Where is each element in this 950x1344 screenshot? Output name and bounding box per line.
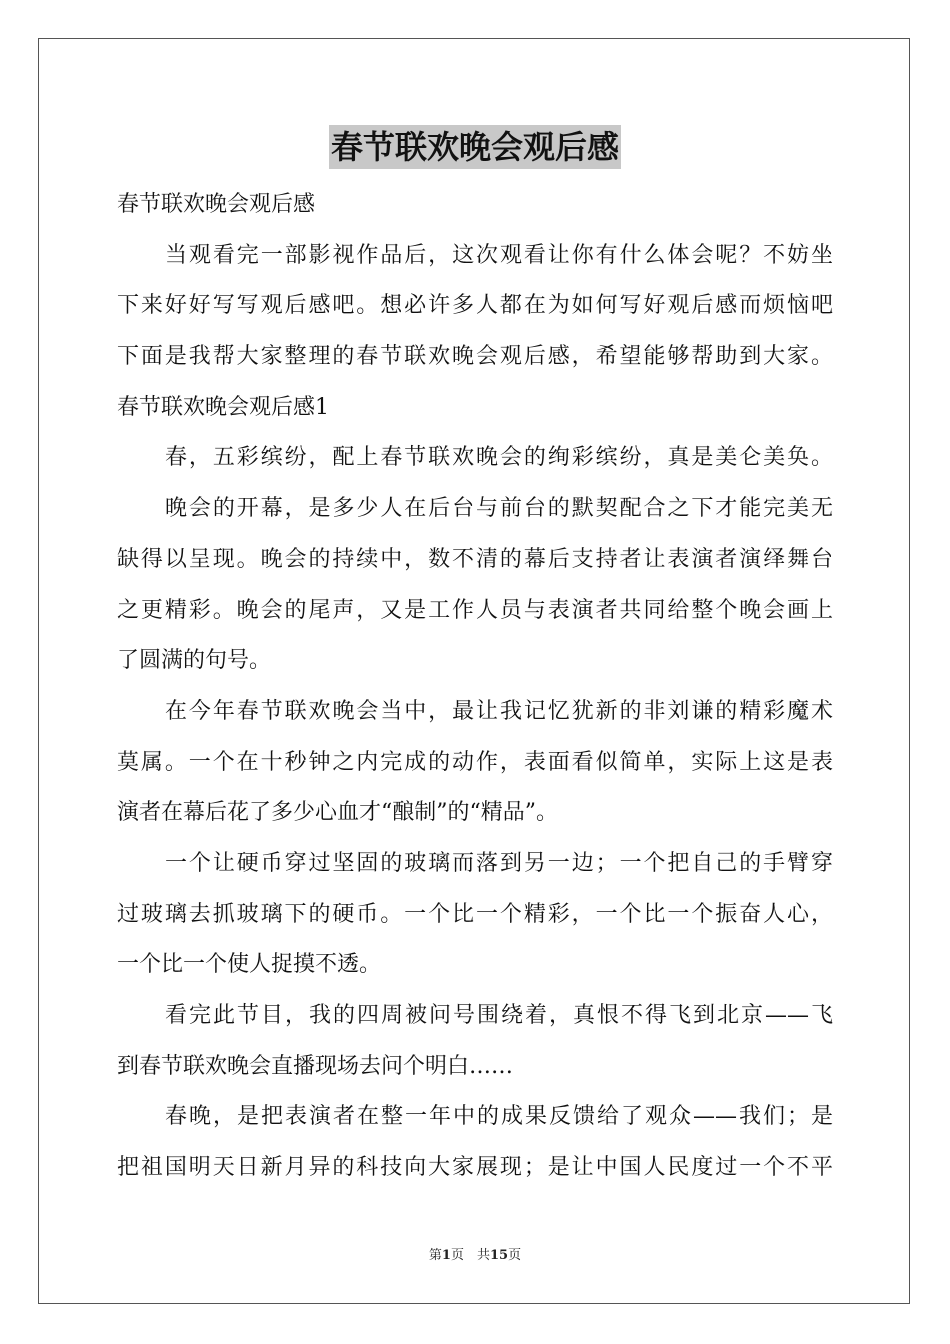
footer-suffix: 页 xyxy=(508,1248,522,1263)
document-title: 春节联欢晚会观后感 xyxy=(329,125,621,169)
text-line: 一个比一个使人捉摸不透。 xyxy=(117,952,382,978)
text-line: 之更精彩。晚会的尾声，又是工作人员与表演者共同给整个晚会画上 xyxy=(117,597,833,623)
section-heading: 春节联欢晚会观后感1 xyxy=(117,394,329,420)
footer-mid: 页 共 xyxy=(450,1248,490,1263)
document-body xyxy=(117,180,833,1194)
text-line: 莫属。一个在十秒钟之内完成的动作，表面看似简单，实际上这是表 xyxy=(117,749,833,775)
text-line: 晚会的开幕，是多少人在后台与前台的默契配合之下才能完美无 xyxy=(165,496,833,522)
text-line: 春，五彩缤纷，配上春节联欢晚会的绚彩缤纷，真是美仑美奂。 xyxy=(165,445,833,471)
text-line: 在今年春节联欢晚会当中，最让我记忆犹新的非刘谦的精彩魔术 xyxy=(165,698,833,724)
footer-prefix: 第 xyxy=(428,1248,442,1263)
text-line: 当观看完一部影视作品后，这次观看让你有什么体会呢？不妨坐 xyxy=(165,242,833,268)
text-line: 下来好好写写观后感吧。想必许多人都在为如何写好观后感而烦恼吧 xyxy=(117,293,833,319)
text-line: 下面是我帮大家整理的春节联欢晚会观后感，希望能够帮助到大家。 xyxy=(117,344,833,370)
text-line: 缺得以呈现。晚会的持续中，数不清的幕后支持者让表演者演绎舞台 xyxy=(117,546,833,572)
text-line: 到春节联欢晚会直播现场去问个明白…… xyxy=(117,1053,514,1079)
text-line: 春节联欢晚会观后感 xyxy=(117,192,316,217)
page-footer xyxy=(0,1244,950,1263)
title-container xyxy=(0,125,950,169)
text-line: 把祖国明天日新月异的科技向大家展现；是让中国人民度过一个不平 xyxy=(117,1155,833,1181)
text-line: 春晚，是把表演者在整一年中的成果反馈给了观众——我们；是 xyxy=(165,1104,833,1130)
text-line: 了圆满的句号。 xyxy=(117,648,272,674)
text-line: 看完此节目，我的四周被问号围绕着，真恨不得飞到北京——飞 xyxy=(165,1003,833,1028)
text-line: 过玻璃去抓玻璃下的硬币。一个比一个精彩，一个比一个振奋人心， xyxy=(117,901,833,927)
total-pages-number: 15 xyxy=(489,1248,509,1263)
current-page-number: 1 xyxy=(441,1248,451,1263)
text-line: 一个让硬币穿过坚固的玻璃而落到另一边；一个把自己的手臂穿 xyxy=(165,850,833,876)
text-line: 演者在幕后花了多少心血才“酿制”的“精品”。 xyxy=(117,800,558,826)
